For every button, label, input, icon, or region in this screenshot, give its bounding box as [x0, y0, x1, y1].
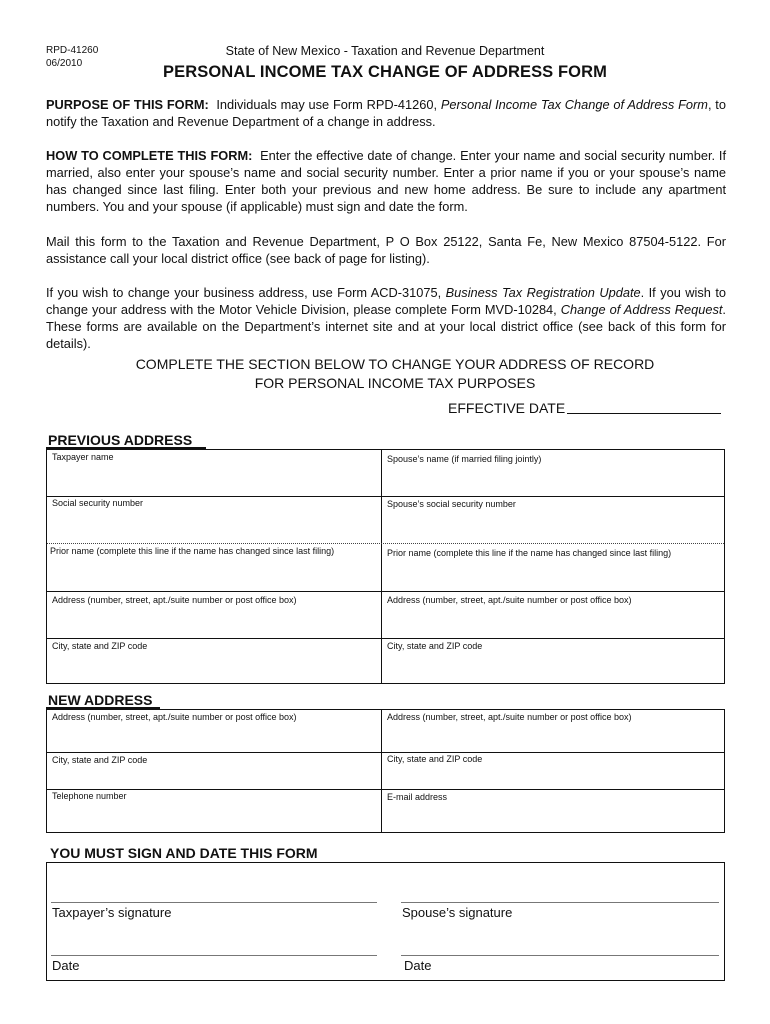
ssn-field[interactable]	[47, 496, 381, 543]
effective-date-field[interactable]	[567, 413, 721, 414]
purpose-paragraph: PURPOSE OF THIS FORM: Individuals may use Form RPD-41260, Personal Income Tax Change of Address Form, to notify the Taxation and Revenue Department of a change in address.	[46, 97, 726, 129]
effective-date-label: EFFECTIVE DATE	[448, 400, 566, 416]
spouse-ssn-field[interactable]	[382, 496, 724, 543]
business-paragraph	[46, 284, 726, 352]
prior-name-field[interactable]	[47, 544, 381, 591]
complete-section-line-2: FOR PERSONAL INCOME TAX PURPOSES	[254, 375, 536, 391]
spouse-previous-city-label: City, state and ZIP code	[387, 641, 483, 651]
signature-title: YOU MUST SIGN AND DATE THIS FORM	[50, 845, 318, 861]
taxpayer-date-label: Date	[52, 958, 80, 973]
complete-section-line-1: COMPLETE THE SECTION BELOW TO CHANGE YOUR ADDRESS OF RECORD	[135, 356, 655, 372]
new-address-field[interactable]	[47, 710, 381, 752]
spouse-new-city-label: City, state and ZIP code	[387, 754, 483, 764]
business-form-1: Business Tax Registration Update	[445, 285, 641, 300]
previous-address-label: Address (number, street, apt./suite number or post office box)	[52, 595, 297, 605]
spouse-new-address-field[interactable]	[382, 710, 724, 752]
taxpayer-name-field[interactable]	[47, 450, 381, 496]
previous-city-label: City, state and ZIP code	[52, 641, 148, 651]
prior-name-label: Prior name (complete this line if the name has changed since last filing)	[50, 546, 335, 556]
ssn-label: Social security number	[52, 498, 144, 508]
previous-city-field[interactable]	[47, 638, 381, 683]
new-address-grid	[46, 709, 725, 833]
spouse-prior-name-field[interactable]	[382, 544, 724, 591]
signature-box	[46, 862, 725, 981]
telephone-label: Telephone number	[52, 791, 127, 801]
how-to-paragraph: HOW TO COMPLETE THIS FORM: Enter the effective date of change. Enter your name and social security number. If married, also enter your spouse’s name and social security number. Enter a prior name if you or your spouse’s name has changed since last filing. Enter both your previous and new home address. Be sure to include any apartment numbers. You and your spouse (if applicable) must sign and date the form.	[46, 148, 727, 214]
purpose-text-1: Individuals may use Form RPD-41260,	[216, 97, 438, 112]
taxpayer-signature-label: Taxpayer’s signature	[52, 905, 172, 920]
spouse-previous-address-field[interactable]	[382, 591, 724, 638]
previous-address-grid	[46, 449, 725, 684]
previous-address-title: PREVIOUS ADDRESS	[48, 432, 193, 448]
spouse-previous-address-label: Address (number, street, apt./suite number or post office box)	[387, 595, 632, 605]
taxpayer-date-field[interactable]	[51, 955, 377, 956]
business-text-1: If you wish to change your business address, use Form ACD-31075,	[46, 285, 442, 300]
previous-address-field[interactable]	[47, 591, 381, 638]
spouse-signature-label: Spouse’s signature	[402, 905, 513, 920]
spouse-date-field[interactable]	[401, 955, 719, 956]
business-text-3: . These forms are available on the Department’s internet site and at your local district office (see back of this form for details).	[46, 302, 726, 351]
purpose-lead: PURPOSE OF THIS FORM	[46, 97, 205, 112]
spouse-ssn-label: Spouse’s social security number	[387, 499, 516, 509]
spouse-new-address-label: Address (number, street, apt./suite number or post office box)	[387, 712, 632, 722]
spouse-new-city-field[interactable]	[382, 752, 724, 789]
spouse-previous-city-field[interactable]	[382, 638, 724, 683]
spouse-prior-name-label: Prior name (complete this line if the name has changed since last filing)	[387, 548, 672, 558]
new-city-label: City, state and ZIP code	[52, 755, 148, 765]
mail-paragraph	[46, 233, 726, 267]
spouse-name-field[interactable]	[382, 450, 724, 496]
spouse-signature-field[interactable]	[401, 902, 719, 903]
email-field[interactable]	[382, 789, 724, 832]
purpose-form-name: Personal Income Tax Change of Address Form	[440, 97, 708, 112]
page-title: PERSONAL INCOME TAX CHANGE OF ADDRESS FORM	[163, 63, 607, 81]
form-date: 06/2010	[46, 58, 83, 69]
business-text-2: . If you wish to change your address with the Motor Vehicle Division, please complete Form MVD-10284,	[46, 285, 726, 317]
agency-name: State of New Mexico - Taxation and Revenue Department	[225, 44, 545, 58]
new-address-title: NEW ADDRESS	[48, 692, 153, 708]
spouse-name-label: Spouse’s name (if married filing jointly)	[387, 454, 542, 464]
spouse-date-label: Date	[404, 958, 432, 973]
mail-text: Mail this form to the Taxation and Revenue Department, P O Box 25122, Santa Fe, New Mexico 87504-5122. For assistance call your local district office (see back of page for listing).	[46, 234, 726, 266]
new-city-field[interactable]	[47, 752, 381, 789]
purpose-text-2: , to notify the Taxation and Revenue Department of a change in address.	[46, 97, 726, 129]
business-form-2: Change of Address Request	[560, 302, 723, 317]
telephone-field[interactable]	[47, 789, 381, 832]
email-label: E-mail address	[387, 792, 448, 802]
how-to-text: Enter the effective date of change. Enter your name and social security number. If married, also enter your spouse’s name and social security number. Enter a prior name if you or your spouse’s name has changed since last filing. Enter both your previous and new home address. Be sure to include any apartment numbers. You and your spouse (if applicable) must sign and date the form.	[46, 148, 727, 214]
new-address-label: Address (number, street, apt./suite number or post office box)	[52, 712, 297, 722]
form-number: RPD-41260	[46, 45, 99, 56]
how-to-lead: HOW TO COMPLETE THIS FORM	[46, 148, 249, 163]
taxpayer-name-label: Taxpayer name	[52, 452, 114, 462]
taxpayer-signature-field[interactable]	[51, 902, 377, 903]
